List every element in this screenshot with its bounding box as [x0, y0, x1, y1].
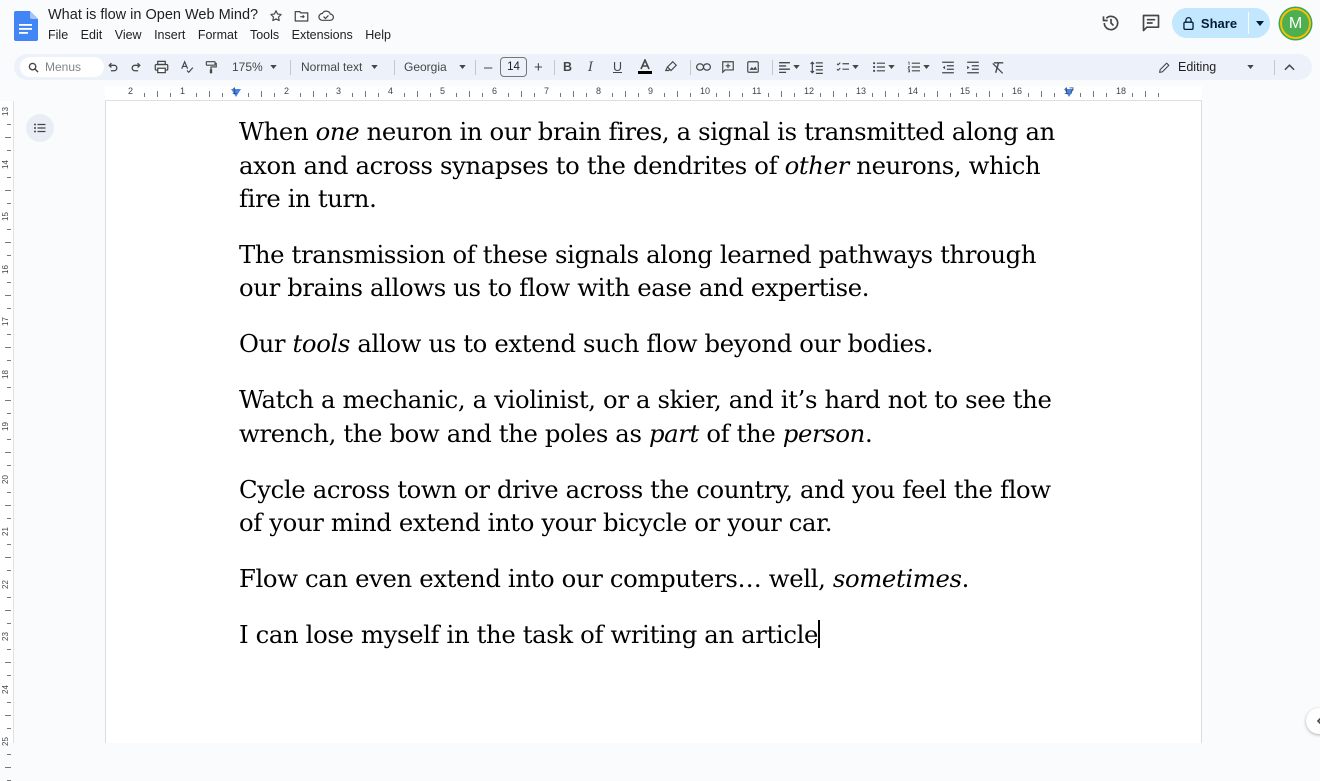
- ruler-tick: [690, 93, 691, 97]
- ruler-tick: [261, 91, 262, 97]
- line-spacing-icon[interactable]: [810, 54, 824, 80]
- paragraph[interactable]: Our tools allow us to extend such flow beyond our bodies.: [239, 327, 1079, 361]
- ruler-tick: [521, 91, 522, 97]
- ruler-tick: [5, 715, 11, 716]
- ruler-tick: [5, 137, 11, 138]
- increase-indent-icon[interactable]: [966, 54, 980, 80]
- ruler-label: 11: [752, 86, 761, 96]
- align-left-icon: [778, 61, 791, 73]
- ruler-tick: [872, 93, 873, 97]
- menu-extensions[interactable]: Extensions: [292, 28, 353, 42]
- ruler-tick: [7, 413, 11, 414]
- ruler-label: 18: [1116, 86, 1126, 96]
- ruler-label: 16: [1012, 86, 1022, 96]
- pencil-icon: [1158, 61, 1171, 74]
- ruler-label: 14: [908, 86, 918, 96]
- ruler-tick: [846, 93, 847, 97]
- share-dropdown-button[interactable]: [1249, 8, 1270, 38]
- outline-icon: [34, 123, 46, 133]
- ruler-tick: [612, 93, 613, 97]
- ruler-tick: [7, 177, 11, 178]
- ruler-label: 12: [804, 86, 814, 96]
- ruler-tick: [5, 505, 11, 506]
- ruler-label: 13: [856, 86, 866, 96]
- ruler-tick: [248, 93, 249, 97]
- ruler-tick: [976, 93, 977, 97]
- ruler-tick: [482, 93, 483, 97]
- ruler-tick: [7, 702, 11, 703]
- ruler-tick: [1054, 93, 1055, 97]
- ruler-tick: [1158, 93, 1159, 97]
- side-panel-toggle[interactable]: [1306, 708, 1320, 734]
- paragraph[interactable]: Watch a mechanic, a violinist, or a skier, and it’s hard not to see the wrench, the bow and the poles as part of the person.: [239, 383, 1079, 450]
- caret-down-icon: [1256, 21, 1264, 26]
- ruler-label: 25: [1, 737, 10, 746]
- ruler-tick: [1028, 93, 1029, 97]
- ruler-label: 19: [1, 422, 10, 431]
- ruler-tick: [7, 544, 11, 545]
- ruler-label: 17: [1, 317, 10, 326]
- style-select[interactable]: [301, 54, 378, 80]
- decrease-indent-icon[interactable]: [941, 54, 955, 80]
- ruler-tick: [209, 91, 210, 97]
- paint-format-icon[interactable]: [204, 54, 218, 80]
- ruler-tick: [5, 452, 11, 453]
- ruler-label: 2: [128, 86, 133, 96]
- ruler-tick: [7, 597, 11, 598]
- ruler-label: 22: [1, 580, 10, 589]
- ruler-tick: [365, 91, 366, 97]
- caret-down-icon: [793, 65, 800, 69]
- menu-file[interactable]: File: [48, 28, 68, 42]
- ruler-label: 3: [336, 86, 341, 96]
- ruler-label: 15: [960, 86, 970, 96]
- vertical-ruler[interactable]: [0, 101, 14, 743]
- caret-down-icon: [459, 65, 466, 69]
- numbered-list-select[interactable]: [907, 54, 930, 80]
- ruler-tick: [157, 91, 158, 97]
- ruler-tick: [950, 93, 951, 97]
- insert-image-icon[interactable]: [746, 54, 760, 80]
- style-value: Normal text: [301, 60, 362, 74]
- horizontal-ruler[interactable]: [105, 86, 1202, 101]
- ruler-tick: [326, 93, 327, 97]
- ruler-label: 2: [284, 86, 289, 96]
- docs-logo-icon[interactable]: [14, 11, 38, 41]
- ruler-tick: [7, 728, 11, 729]
- ruler-label: 1: [180, 86, 185, 96]
- ruler-tick: [378, 93, 379, 97]
- ruler-tick: [586, 93, 587, 97]
- ruler-tick: [1080, 93, 1081, 97]
- caret-down-icon: [888, 65, 895, 69]
- ruler-label: 17: [1064, 86, 1074, 96]
- ruler-tick: [7, 255, 11, 256]
- ruler-tick: [5, 295, 11, 296]
- share-button[interactable]: [1172, 8, 1248, 38]
- ruler-label: 13: [1, 107, 10, 116]
- menus-search-input[interactable]: [20, 57, 104, 77]
- ruler-tick: [313, 91, 314, 97]
- ruler-tick: [1041, 91, 1042, 97]
- ruler-tick: [144, 93, 145, 97]
- document-page[interactable]: [105, 101, 1202, 743]
- toolbar: [14, 54, 1312, 80]
- numbered-list-icon: [907, 61, 921, 73]
- ruler-tick: [768, 93, 769, 97]
- header: [0, 0, 1320, 50]
- add-comment-icon[interactable]: [721, 54, 735, 80]
- increase-font-size-icon[interactable]: +: [534, 54, 543, 80]
- ruler-label: 21: [1, 527, 10, 536]
- ruler-tick: [7, 675, 11, 676]
- editing-mode-label: Editing: [1178, 60, 1216, 74]
- ruler-tick: [404, 93, 405, 97]
- caret-down-icon: [371, 65, 378, 69]
- ruler-tick: [7, 518, 11, 519]
- ruler-tick: [274, 93, 275, 97]
- ruler-tick: [508, 93, 509, 97]
- ruler-tick: [7, 570, 11, 571]
- lock-icon: [1183, 17, 1194, 30]
- ruler-tick: [1106, 93, 1107, 97]
- ruler-tick: [664, 93, 665, 97]
- text-cursor: [818, 620, 820, 648]
- ruler-tick: [7, 334, 11, 335]
- ruler-tick: [170, 93, 171, 97]
- ruler-tick: [1145, 91, 1146, 97]
- ruler-tick: [924, 93, 925, 97]
- ruler-tick: [638, 93, 639, 97]
- ruler-tick: [794, 93, 795, 97]
- checklist-select[interactable]: [836, 54, 859, 80]
- paragraph[interactable]: Flow can even extend into our computers… well, sometimes.: [239, 562, 1079, 596]
- menu-insert[interactable]: Insert: [154, 28, 185, 42]
- ruler-label: 24: [1, 685, 10, 694]
- redo-icon[interactable]: [130, 54, 143, 80]
- ruler-tick: [781, 91, 782, 97]
- editing-mode-select[interactable]: [1158, 54, 1254, 80]
- ruler-label: 6: [492, 86, 497, 96]
- ruler-tick: [7, 203, 11, 204]
- ruler-tick: [742, 93, 743, 97]
- ruler-tick: [833, 91, 834, 97]
- ruler-tick: [1093, 91, 1094, 97]
- italic-icon[interactable]: I: [588, 54, 593, 80]
- ruler-label: 5: [440, 86, 445, 96]
- paragraph[interactable]: The transmission of these signals along learned pathways through our brains allows us to flow with ease and expertise.: [239, 238, 1079, 305]
- ruler-tick: [7, 360, 11, 361]
- zoom-value: 175%: [232, 60, 263, 74]
- bold-icon[interactable]: B: [563, 54, 572, 80]
- ruler-tick: [469, 91, 470, 97]
- ruler-tick: [430, 93, 431, 97]
- ruler-tick: [5, 242, 11, 243]
- menus-search-placeholder: Menus: [45, 60, 81, 74]
- ruler-tick: [7, 439, 11, 440]
- menu-help[interactable]: Help: [365, 28, 391, 42]
- search-icon: [28, 62, 39, 73]
- ruler-tick: [5, 767, 11, 768]
- version-history-icon[interactable]: [1101, 13, 1121, 33]
- menu-bar: [48, 28, 404, 42]
- bulleted-list-select[interactable]: [872, 54, 895, 80]
- document-outline-button[interactable]: [26, 114, 54, 142]
- caret-down-icon: [270, 65, 277, 69]
- font-select[interactable]: [404, 54, 466, 80]
- ruler-tick: [222, 93, 223, 97]
- share-button-group: [1172, 8, 1270, 38]
- ruler-tick: [716, 93, 717, 97]
- ruler-tick: [352, 93, 353, 97]
- ruler-tick: [5, 557, 11, 558]
- ruler-label: 1: [232, 86, 237, 96]
- ruler-tick: [1132, 93, 1133, 97]
- ruler-label: 16: [1, 265, 10, 274]
- star-icon[interactable]: [268, 8, 284, 24]
- menu-format[interactable]: Format: [198, 28, 238, 42]
- ruler-tick: [573, 91, 574, 97]
- caret-down-icon: [852, 65, 859, 69]
- ruler-tick: [7, 150, 11, 151]
- cloud-saved-icon[interactable]: [318, 8, 334, 24]
- ruler-label: 14: [1, 160, 10, 169]
- underline-icon[interactable]: U: [613, 54, 622, 80]
- insert-link-icon[interactable]: [696, 54, 711, 80]
- caret-down-icon: [923, 65, 930, 69]
- ruler-tick: [937, 91, 938, 97]
- align-select[interactable]: [778, 54, 800, 80]
- ruler-tick: [7, 649, 11, 650]
- ruler-tick: [1002, 93, 1003, 97]
- bulleted-list-icon: [872, 61, 886, 73]
- ruler-label: 18: [1, 370, 10, 379]
- ruler-tick: [625, 91, 626, 97]
- paragraph[interactable]: Cycle across town or drive across the country, and you feel the flow of your mind extend into your bicycle or your car.: [239, 473, 1079, 540]
- ruler-tick: [5, 190, 11, 191]
- decrease-font-size-icon[interactable]: –: [484, 54, 492, 80]
- ruler-tick: [885, 91, 886, 97]
- ruler-tick: [7, 492, 11, 493]
- ruler-tick: [417, 91, 418, 97]
- ruler-tick: [560, 93, 561, 97]
- ruler-tick: [7, 387, 11, 388]
- ruler-tick: [5, 347, 11, 348]
- ruler-tick: [7, 754, 11, 755]
- hide-menus-icon[interactable]: [1284, 54, 1295, 80]
- avatar[interactable]: M: [1280, 8, 1311, 39]
- menu-edit[interactable]: Edit: [81, 28, 103, 42]
- move-folder-icon[interactable]: [293, 8, 309, 24]
- share-label: Share: [1201, 16, 1237, 31]
- ruler-tick: [5, 610, 11, 611]
- checklist-icon: [836, 61, 850, 73]
- ruler-tick: [7, 229, 11, 230]
- spellcheck-icon[interactable]: [180, 54, 194, 80]
- ruler-tick: [820, 93, 821, 97]
- ruler-label: 10: [700, 86, 710, 96]
- caret-down-icon: [1247, 65, 1254, 69]
- ruler-tick: [898, 93, 899, 97]
- font-value: Georgia: [404, 60, 447, 74]
- zoom-select[interactable]: [232, 54, 277, 80]
- ruler-tick: [7, 308, 11, 309]
- ruler-label: 8: [596, 86, 601, 96]
- ruler-label: 15: [1, 212, 10, 221]
- print-icon[interactable]: [154, 54, 169, 80]
- ruler-tick: [7, 465, 11, 466]
- ruler-tick: [7, 623, 11, 624]
- ruler-tick: [989, 91, 990, 97]
- paragraph[interactable]: When one neuron in our brain fires, a signal is transmitted along an axon and across synapses to the dendrites of other neurons, which fire in turn.: [239, 115, 1079, 216]
- ruler-label: 9: [648, 86, 653, 96]
- ruler-tick: [300, 93, 301, 97]
- ruler-tick: [456, 93, 457, 97]
- comments-icon[interactable]: [1141, 13, 1161, 33]
- document-title[interactable]: What is flow in Open Web Mind?: [48, 7, 258, 23]
- ruler-tick: [7, 282, 11, 283]
- ruler-tick: [7, 124, 11, 125]
- ruler-tick: [5, 662, 11, 663]
- ruler-tick: [196, 93, 197, 97]
- document-body[interactable]: [239, 115, 1079, 674]
- ruler-tick: [5, 400, 11, 401]
- font-size-input[interactable]: 14: [500, 57, 527, 77]
- paragraph[interactable]: I can lose myself in the task of writing an article: [239, 618, 1079, 652]
- ruler-label: 4: [388, 86, 393, 96]
- ruler-label: 23: [1, 632, 10, 641]
- clear-formatting-icon[interactable]: [991, 54, 1005, 80]
- ruler-label: 7: [544, 86, 549, 96]
- ruler-tick: [677, 91, 678, 97]
- menu-tools[interactable]: Tools: [250, 28, 279, 42]
- undo-icon[interactable]: [106, 54, 119, 80]
- chevron-left-icon: [1316, 716, 1320, 726]
- text-color-icon[interactable]: [637, 54, 653, 80]
- highlight-color-icon[interactable]: [664, 54, 678, 80]
- ruler-label: 20: [1, 475, 10, 484]
- ruler-tick: [729, 91, 730, 97]
- ruler-tick: [534, 93, 535, 97]
- menu-view[interactable]: View: [115, 28, 142, 42]
